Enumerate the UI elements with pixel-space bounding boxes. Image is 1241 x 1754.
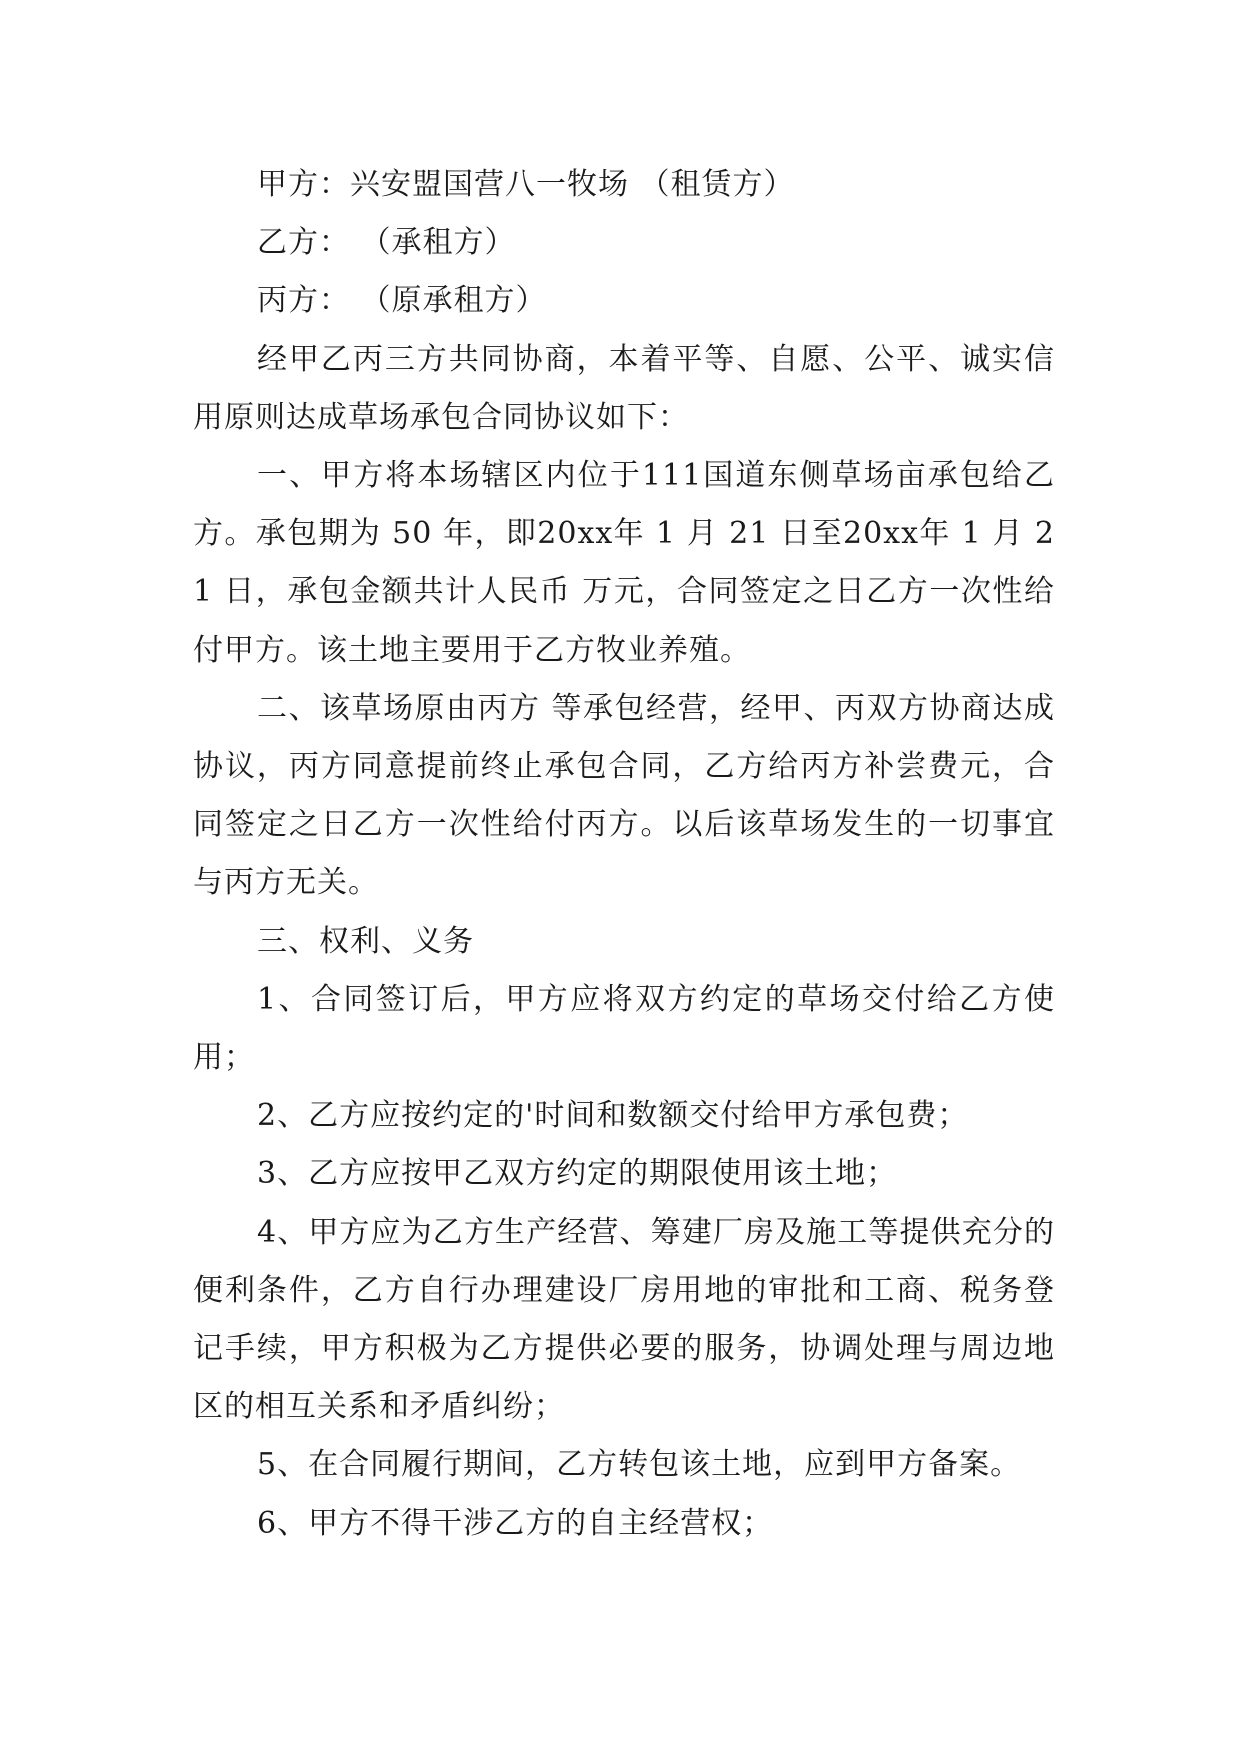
party-b-line: 乙方： （承租方） xyxy=(257,225,516,261)
obligation-1: 1、合同签订后，甲方应将双方约定的草场交付给乙方使用； xyxy=(193,981,1055,1076)
obligation-2: 2、乙方应按约定的'时间和数额交付给甲方承包费； xyxy=(257,1098,969,1134)
clause-1-paragraph: 一、甲方将本场辖区内位于111国道东侧草场亩承包给乙方。承包期为 50 年，即20xx年 1 月 21 日至20xx年 1 月 21 日，承包金额共计人民币 万元，合同签定之日乙方一次性给付甲方。该土地主要用于乙方牧业养殖。 xyxy=(193,458,1055,668)
clause-3-heading: 三、权利、义务 xyxy=(257,923,474,959)
preamble-paragraph: 经甲乙丙三方共同协商，本着平等、自愿、公平、诚实信用原则达成草场承包合同协议如下： xyxy=(193,341,1055,435)
obligation-5: 5、在合同履行期间，乙方转包该土地，应到甲方备案。 xyxy=(257,1447,1022,1483)
obligation-3: 3、乙方应按甲乙双方约定的期限使用该土地； xyxy=(257,1156,898,1192)
contract-body xyxy=(193,156,1055,1553)
obligation-6: 6、甲方不得干涉乙方的自主经营权； xyxy=(257,1505,774,1541)
party-c-line: 丙方： （原承租方） xyxy=(257,283,547,319)
obligation-4: 4、甲方应为乙方生产经营、筹建厂房及施工等提供充分的便利条件，乙方自行办理建设厂房用地的审批和工商、税务登记手续，甲方积极为乙方提供必要的服务，协调处理与周边地区的相互关系和矛盾纠纷； xyxy=(193,1214,1055,1425)
clause-2-paragraph: 二、该草场原由丙方 等承包经营，经甲、丙双方协商达成协议，丙方同意提前终止承包合同，乙方给丙方补尝费元，合同签定之日乙方一次性给付丙方。以后该草场发生的一切事宜与丙方无关。 xyxy=(193,690,1055,901)
party-a-line: 甲方：兴安盟国营八一牧场 （租赁方） xyxy=(257,167,795,202)
